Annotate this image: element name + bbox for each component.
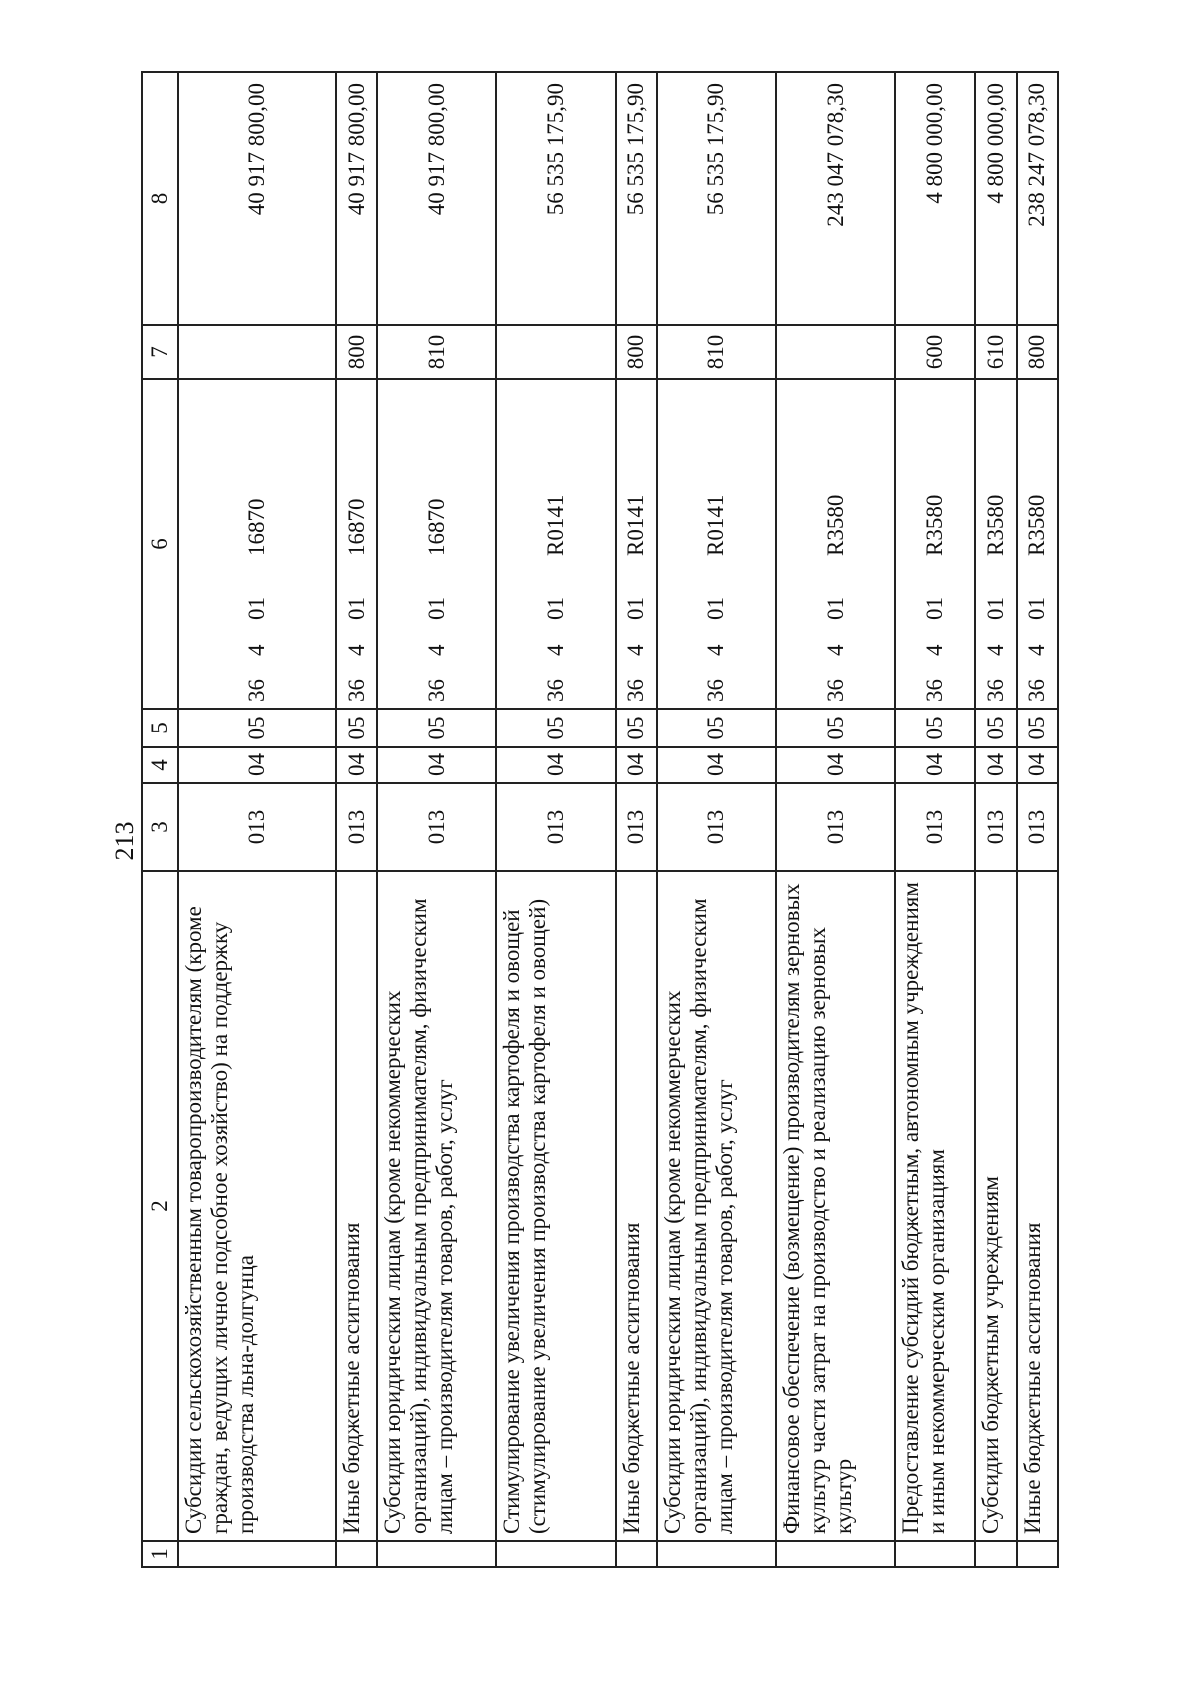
ministry-code-cell: 013: [776, 783, 895, 871]
row-number-cell: [1017, 1541, 1058, 1567]
target-article-cell: [336, 379, 377, 709]
program-code: 36: [244, 679, 269, 702]
column-header: 7: [142, 325, 178, 379]
program-code: 36: [703, 679, 729, 702]
target-article-cell: [895, 379, 975, 709]
column-header: 8: [142, 72, 178, 325]
table-row: [178, 72, 336, 1567]
amount-cell: 238 247 078,30: [1017, 72, 1058, 325]
event-code: 01: [244, 597, 269, 620]
subsection-code-cell: 05: [776, 709, 895, 747]
row-number-cell: [776, 1541, 895, 1567]
budget-table: [141, 71, 1059, 1568]
direction-code: R0141: [703, 494, 729, 556]
direction-code: R3580: [922, 494, 948, 556]
ministry-code-cell: 013: [377, 783, 496, 871]
program-code: 36: [822, 679, 848, 702]
table-row: [377, 72, 496, 1567]
direction-code: 16870: [343, 498, 369, 556]
description-cell: Стимулирование увеличения производства картофеля и овощей (стимулирование увеличения производства картофеля и овощей): [496, 871, 615, 1541]
event-code: 01: [542, 597, 568, 620]
target-article-cell: [776, 379, 895, 709]
column-header: 1: [142, 1541, 178, 1567]
subprogram-code: 4: [982, 644, 1008, 656]
row-number-cell: [377, 1541, 496, 1567]
event-code: 01: [982, 597, 1008, 620]
section-code-cell: 04: [336, 747, 377, 783]
row-number-cell: [336, 1541, 377, 1567]
description-cell: Субсидии сельскохозяйственным товаропроизводителям (кроме граждан, ведущих личное подсобное хозяйство) на поддержку производства льна-долгунца: [178, 871, 336, 1541]
page-number: 213: [110, 821, 139, 861]
subprogram-code: 4: [822, 644, 848, 656]
expense-type-cell: 610: [975, 325, 1016, 379]
subprogram-code: 4: [703, 644, 729, 656]
event-code: 01: [822, 597, 848, 620]
direction-code: 16870: [244, 498, 269, 556]
description-cell: Иные бюджетные ассигнования: [616, 871, 657, 1541]
event-code: 01: [623, 597, 649, 620]
amount-cell: 56 535 175,90: [657, 72, 776, 325]
section-code-cell: 04: [496, 747, 615, 783]
column-header: 2: [142, 871, 178, 1541]
amount-cell: 40 917 800,00: [336, 72, 377, 325]
target-article-cell: [616, 379, 657, 709]
row-number-cell: [496, 1541, 615, 1567]
table-row: [336, 72, 377, 1567]
expense-type-cell: 800: [616, 325, 657, 379]
expense-type-cell: 600: [895, 325, 975, 379]
amount-cell: 4 800 000,00: [975, 72, 1016, 325]
amount-cell: 243 047 078,30: [776, 72, 895, 325]
event-code: 01: [423, 597, 449, 620]
target-article-cell: [178, 379, 336, 709]
subsection-code-cell: 05: [616, 709, 657, 747]
program-code: 36: [922, 679, 948, 702]
target-article-cell: [1017, 379, 1058, 709]
amount-cell: 4 800 000,00: [895, 72, 975, 325]
subsection-code-cell: 05: [178, 709, 336, 747]
subsection-code-cell: 05: [657, 709, 776, 747]
section-code-cell: 04: [776, 747, 895, 783]
program-code: 36: [623, 679, 649, 702]
description-cell: Предоставление субсидий бюджетным, автономным учреждениям и иным некоммерческим организациям: [895, 871, 975, 1541]
expense-type-cell: [178, 325, 336, 379]
table-row: [975, 72, 1016, 1567]
ministry-code-cell: 013: [895, 783, 975, 871]
ministry-code-cell: 013: [336, 783, 377, 871]
description-cell: Иные бюджетные ассигнования: [1017, 871, 1058, 1541]
ministry-code-cell: 013: [975, 783, 1016, 871]
program-code: 36: [423, 679, 449, 702]
direction-code: R3580: [822, 494, 848, 556]
section-code-cell: 04: [975, 747, 1016, 783]
section-code-cell: 04: [377, 747, 496, 783]
target-article-cell: [657, 379, 776, 709]
expense-type-cell: 800: [336, 325, 377, 379]
subsection-code-cell: 05: [377, 709, 496, 747]
event-code: 01: [922, 597, 948, 620]
ministry-code-cell: 013: [178, 783, 336, 871]
expense-type-cell: 810: [377, 325, 496, 379]
subprogram-code: 4: [423, 644, 449, 656]
description-cell: Субсидии юридическим лицам (кроме некоммерческих организаций), индивидуальным предпринимателям, физическим лицам – производителям товаров, работ, услуг: [657, 871, 776, 1541]
rotated-table-wrapper: [141, 73, 1059, 1568]
direction-code: R3580: [1024, 494, 1050, 556]
description-cell: Субсидии юридическим лицам (кроме некоммерческих организаций), индивидуальным предпринимателям, физическим лицам – производителям товаров, работ, услуг: [377, 871, 496, 1541]
subsection-code-cell: 05: [1017, 709, 1058, 747]
target-article-cell: [496, 379, 615, 709]
subprogram-code: 4: [623, 644, 649, 656]
subsection-code-cell: 05: [895, 709, 975, 747]
section-code-cell: 04: [1017, 747, 1058, 783]
target-article-cell: [975, 379, 1016, 709]
amount-cell: 40 917 800,00: [178, 72, 336, 325]
program-code: 36: [343, 679, 369, 702]
row-number-cell: [616, 1541, 657, 1567]
direction-code: R0141: [542, 494, 568, 556]
expense-type-cell: 810: [657, 325, 776, 379]
ministry-code-cell: 013: [616, 783, 657, 871]
section-code-cell: 04: [895, 747, 975, 783]
table-row: [496, 72, 615, 1567]
header-row: [142, 72, 178, 1567]
column-header: 5: [142, 709, 178, 747]
event-code: 01: [703, 597, 729, 620]
program-code: 36: [542, 679, 568, 702]
amount-cell: 56 535 175,90: [616, 72, 657, 325]
section-code-cell: 04: [178, 747, 336, 783]
table-row: [1017, 72, 1058, 1567]
expense-type-cell: [776, 325, 895, 379]
program-code: 36: [982, 679, 1008, 702]
subprogram-code: 4: [542, 644, 568, 656]
direction-code: R3580: [982, 494, 1008, 556]
amount-cell: 40 917 800,00: [377, 72, 496, 325]
ministry-code-cell: 013: [1017, 783, 1058, 871]
program-code: 36: [1024, 679, 1050, 702]
row-number-cell: [975, 1541, 1016, 1567]
subprogram-code: 4: [343, 644, 369, 656]
table-row: [776, 72, 895, 1567]
row-number-cell: [895, 1541, 975, 1567]
column-header: 6: [142, 379, 178, 709]
row-number-cell: [178, 1541, 336, 1567]
expense-type-cell: 800: [1017, 325, 1058, 379]
direction-code: 16870: [423, 498, 449, 556]
column-header: 3: [142, 783, 178, 871]
subprogram-code: 4: [922, 644, 948, 656]
description-cell: Финансовое обеспечение (возмещение) производителям зерновых культур части затрат на производство и реализацию зерновых культур: [776, 871, 895, 1541]
table-row: [895, 72, 975, 1567]
table-row: [657, 72, 776, 1567]
section-code-cell: 04: [616, 747, 657, 783]
amount-cell: 56 535 175,90: [496, 72, 615, 325]
row-number-cell: [657, 1541, 776, 1567]
description-cell: Иные бюджетные ассигнования: [336, 871, 377, 1541]
subsection-code-cell: 05: [336, 709, 377, 747]
event-code: 01: [1024, 597, 1050, 620]
direction-code: R0141: [623, 494, 649, 556]
ministry-code-cell: 013: [496, 783, 615, 871]
target-article-cell: [377, 379, 496, 709]
subprogram-code: 4: [244, 644, 269, 656]
ministry-code-cell: 013: [657, 783, 776, 871]
description-cell: Субсидии бюджетным учреждениям: [975, 871, 1016, 1541]
table-row: [616, 72, 657, 1567]
section-code-cell: 04: [657, 747, 776, 783]
event-code: 01: [343, 597, 369, 620]
subsection-code-cell: 05: [496, 709, 615, 747]
subsection-code-cell: 05: [975, 709, 1016, 747]
expense-type-cell: [496, 325, 615, 379]
subprogram-code: 4: [1024, 644, 1050, 656]
column-header: 4: [142, 747, 178, 783]
